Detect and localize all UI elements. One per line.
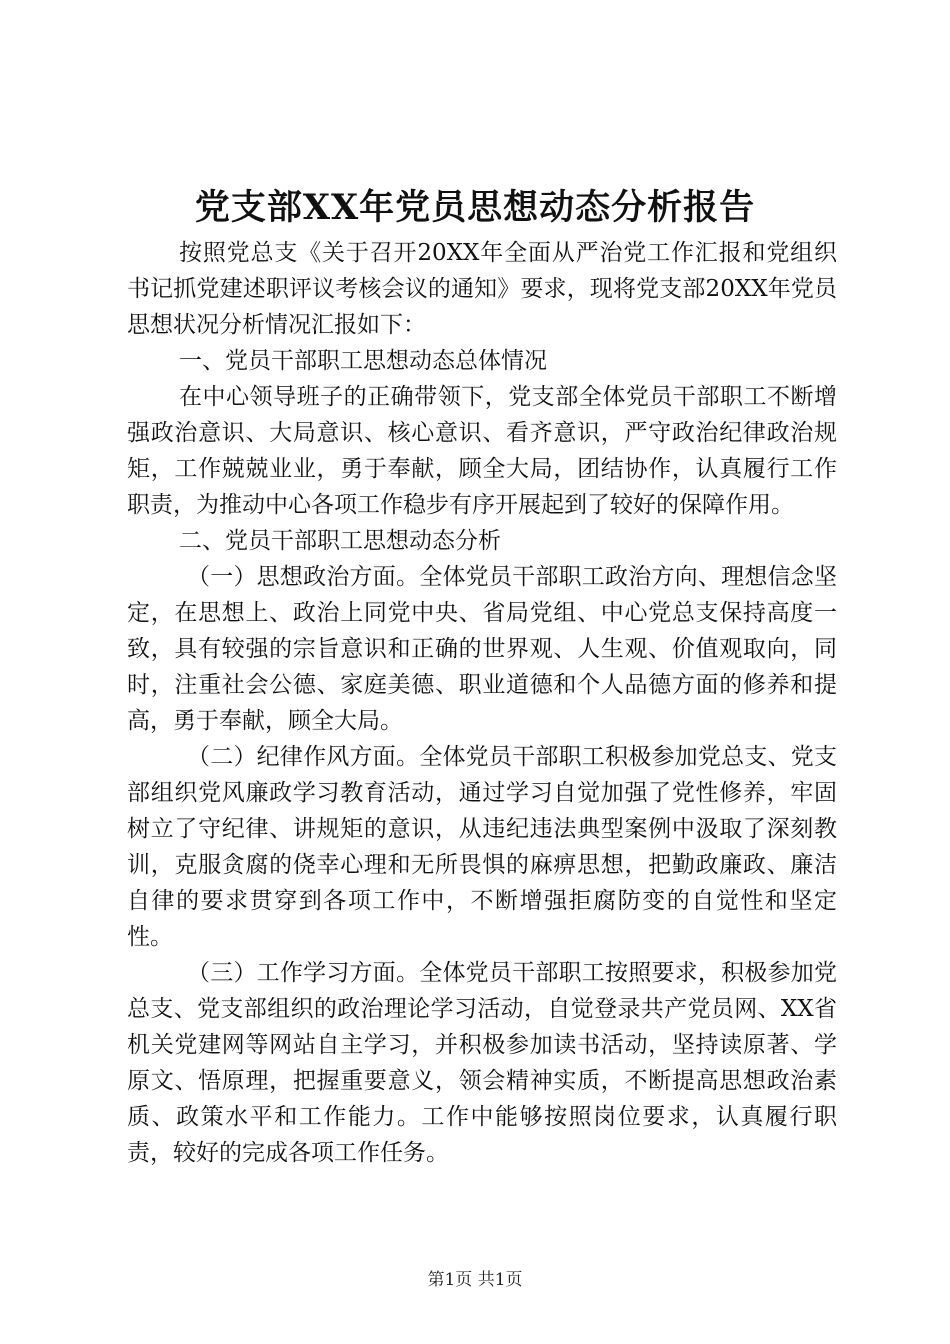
subsection-3-paragraph: （三）工作学习方面。全体党员干部职工按照要求，积极参加党总支、党支部组织的政治理论学习活动，自觉登录共产党员网、XX省机关党建网等网站自主学习，并积极参加读书活动，坚持读原著、学原文、悟原理，把握重要意义，领会精神实质，不断提高思想政治素质、政策水平和工作能力。工作中能够按照岗位要求，认真履行职责，较好的完成各项工作任务。 [127, 960, 837, 1166]
page-number-footer: 第1页 共1页 [427, 1270, 523, 1290]
document-body [127, 235, 837, 1171]
document-title: 党支部XX年党员思想动态分析报告 [194, 187, 756, 228]
section-1-paragraph: 在中心领导班子的正确带领下，党支部全体党员干部职工不断增强政治意识、大局意识、核心意识、看齐意识，严守政治纪律政治规矩，工作兢兢业业，勇于奉献，顾全大局，团结协作，认真履行工作职责，为推动中心各项工作稳步有序开展起到了较好的保障作用。 [127, 384, 837, 518]
section-heading-1: 一、党员干部职工思想动态总体情况 [179, 348, 547, 374]
intro-paragraph: 按照党总支《关于召开20XX年全面从严治党工作汇报和党组织书记抓党建述职评议考核会议的通知》要求，现将党支部20XX年党员思想状况分析情况汇报如下： [127, 240, 837, 338]
subsection-1-paragraph: （一）思想政治方面。全体党员干部职工政治方向、理想信念坚定，在思想上、政治上同党中央、省局党组、中心党总支保持高度一致，具有较强的宗旨意识和正确的世界观、人生观、价值观取向，同时，注重社会公德、家庭美德、职业道德和个人品德方面的修养和提高，勇于奉献，顾全大局。 [127, 564, 837, 734]
subsection-2-paragraph: （二）纪律作风方面。全体党员干部职工积极参加党总支、党支部组织党风廉政学习教育活动，通过学习自觉加强了党性修养，牢固树立了守纪律、讲规矩的意识，从违纪违法典型案例中汲取了深刻教训，克服贪腐的侥幸心理和无所畏惧的麻痹思想，把勤政廉政、廉洁自律的要求贯穿到各项工作中，不断增强拒腐防变的自觉性和坚定性。 [127, 744, 837, 950]
section-heading-2: 二、党员干部职工思想动态分析 [179, 528, 501, 554]
